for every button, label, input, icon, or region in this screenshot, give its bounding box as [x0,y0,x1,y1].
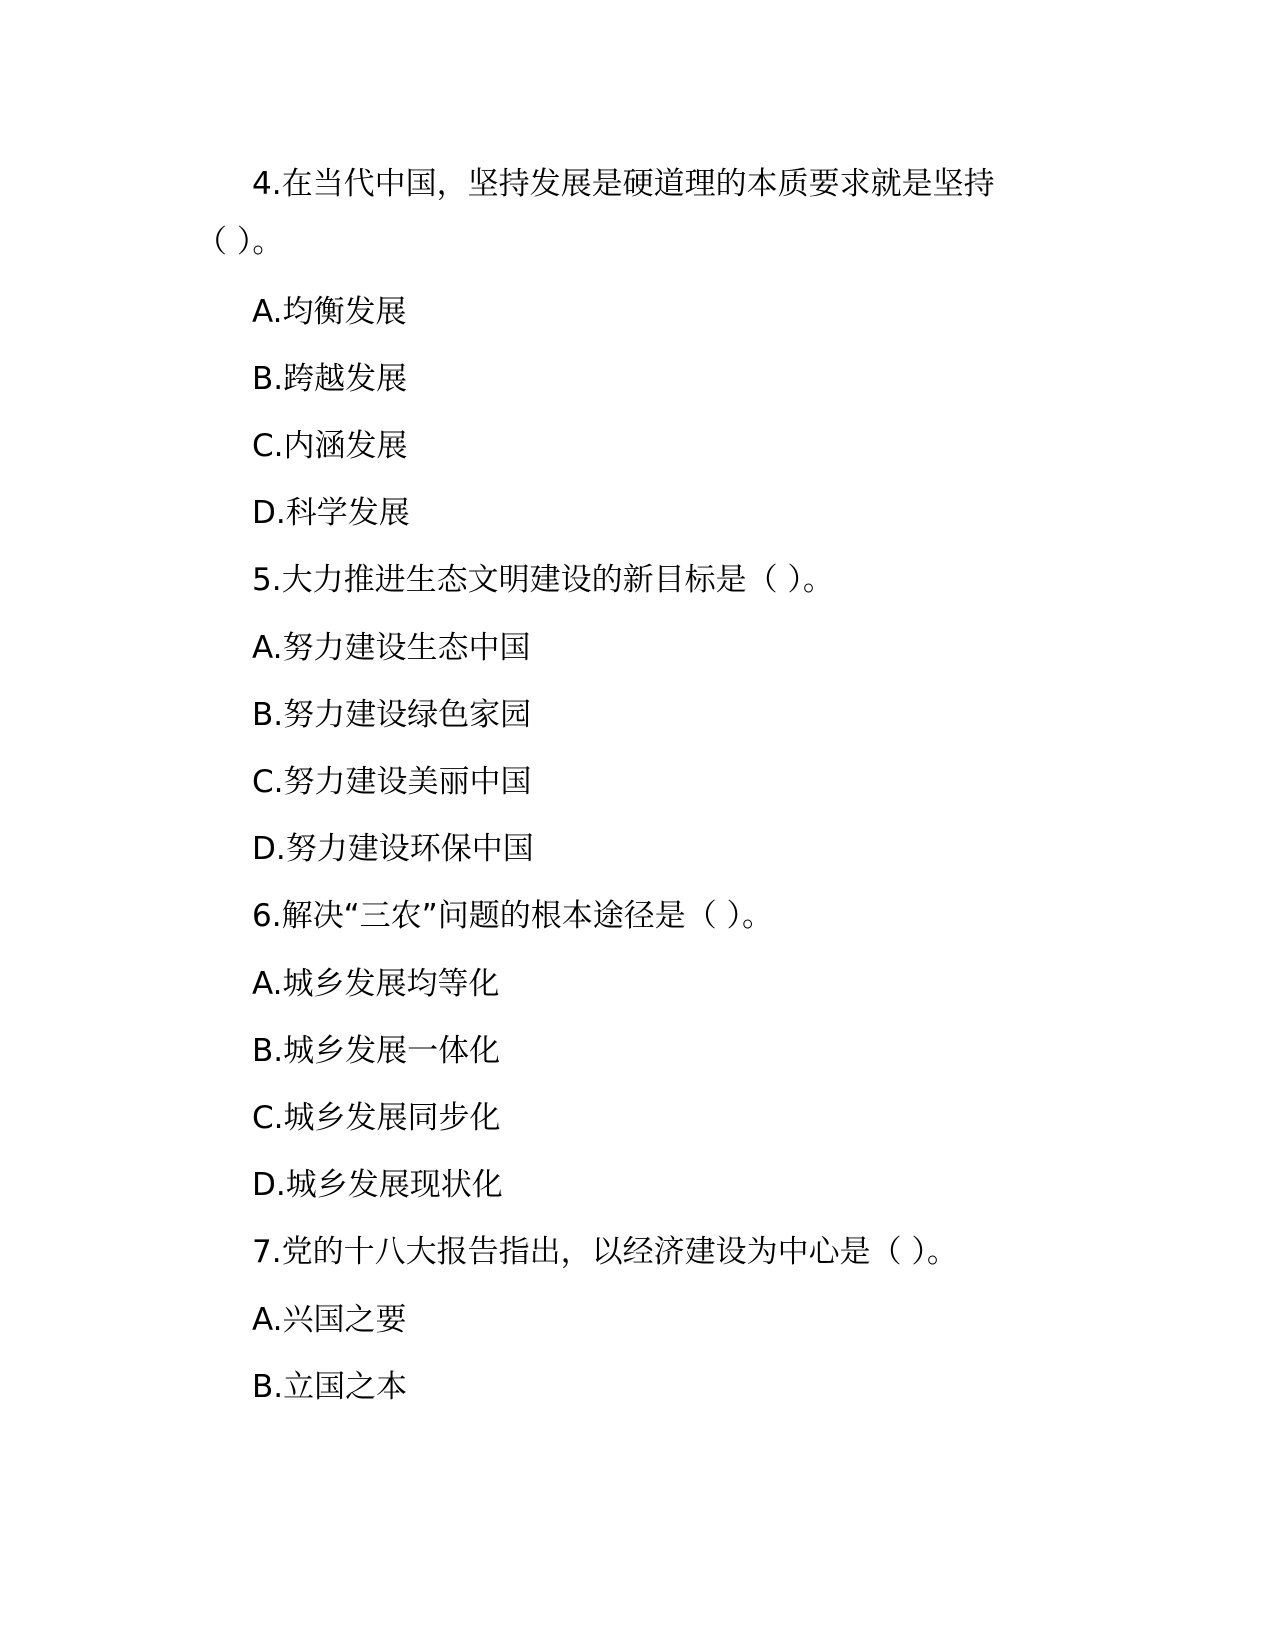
question-5-stem: 5.大力推进生态文明建设的新目标是（ ）。 [252,562,834,598]
question-6-option-a: A.城乡发展均等化 [252,966,500,1002]
question-4-option-d: D.科学发展 [252,495,410,531]
question-6-option-b: B.城乡发展一体化 [252,1033,501,1069]
question-4-option-a: A.均衡发展 [252,294,407,330]
question-4-stem-continuation: （ ）。 [196,224,284,260]
question-6-option-c: C.城乡发展同步化 [252,1100,501,1136]
question-4-stem: 4.在当代中国，坚持发展是硬道理的本质要求就是坚持 [252,166,995,202]
question-4-option-c: C.内涵发展 [252,428,408,464]
question-7-stem: 7.党的十八大报告指出，以经济建设为中心是（ ）。 [252,1234,958,1270]
question-7-option-a: A.兴国之要 [252,1302,407,1338]
question-4-option-b: B.跨越发展 [252,361,408,397]
question-6-stem: 6.解决“三农”问题的根本途径是（ ）。 [252,898,774,934]
question-5-option-a: A.努力建设生态中国 [252,630,531,666]
question-6-option-d: D.城乡发展现状化 [252,1167,503,1203]
question-7-option-b: B.立国之本 [252,1369,408,1405]
question-5-option-b: B.努力建设绿色家园 [252,697,532,733]
question-5-option-d: D.努力建设环保中国 [252,831,534,867]
question-5-option-c: C.努力建设美丽中国 [252,764,532,800]
